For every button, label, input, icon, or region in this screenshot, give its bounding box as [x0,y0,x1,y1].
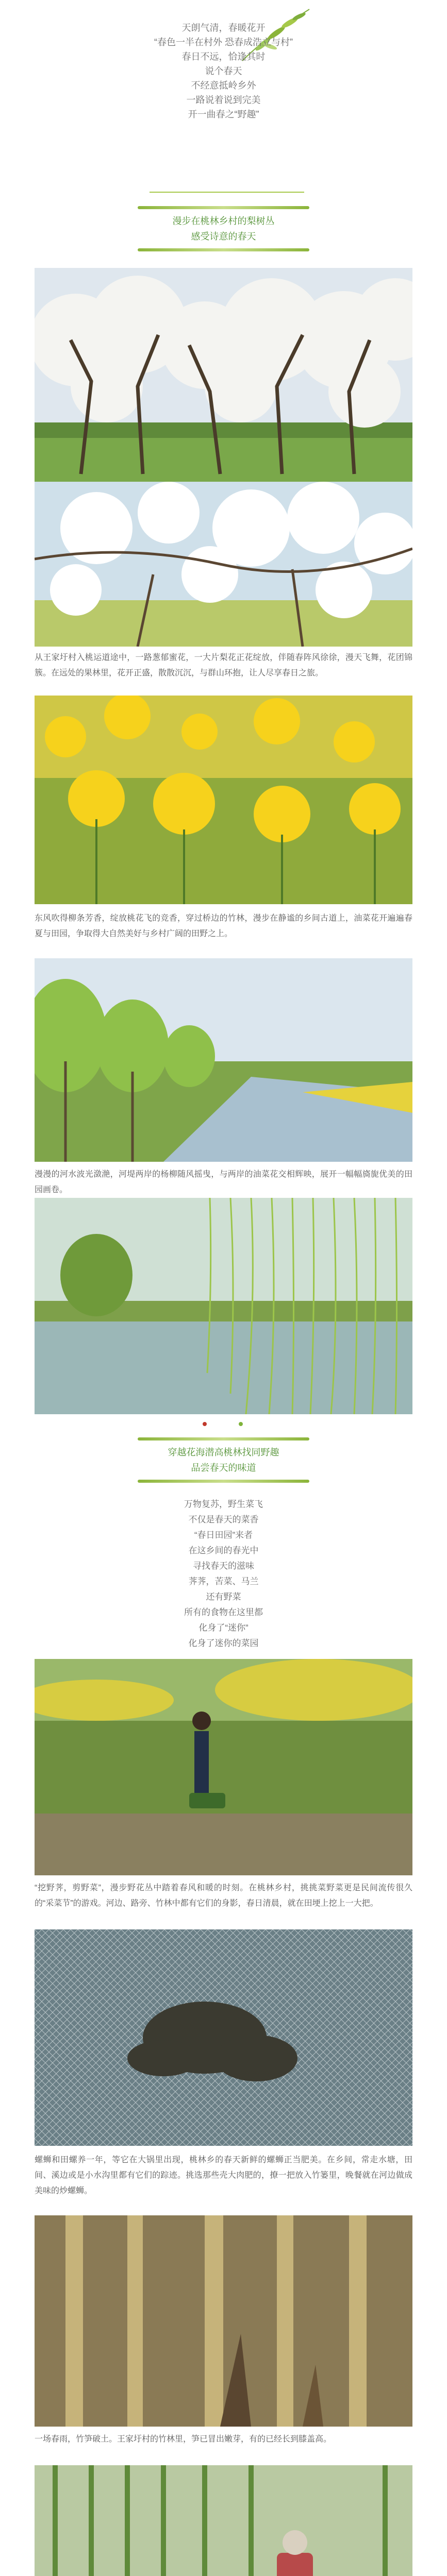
poem-line: 化身了迷你的菜园 [188,1638,259,1648]
poem-line: 还有野菜 [206,1592,241,1602]
poem-line: 春日不远，恰逢其时 [181,52,266,62]
poem-line: 一路说着说到完美 [186,95,261,105]
heading-bar [138,1480,309,1483]
heading-line: 漫步在桃林乡村的梨树丛 [172,216,275,226]
heading-bar [138,1437,309,1440]
photo-snails [35,1929,412,2146]
photo-river-willows [35,958,412,1162]
poem-line: 在这乡间的春光中 [188,1546,259,1555]
section2-title [138,1445,309,1476]
photo-foraging-greens [35,1659,412,1875]
heading-line: 感受诗意的春天 [191,231,256,242]
heading-line: 品尝春天的味道 [191,1463,256,1473]
photo-bamboo-shoots [35,2215,412,2427]
poem-line: 说个春天 [205,66,242,76]
divider [150,192,304,193]
photo-bamboo-forest [35,2465,412,2576]
section1-heading [138,206,309,251]
poem-line: 荠荠，苦菜、马兰 [188,1577,259,1586]
heading-bar [138,248,309,251]
dot-icon [203,1422,207,1426]
poem-line: 开一曲春之“野趣” [188,109,259,120]
paragraph-3: 漫漫的河水波光潋滟，河堤两岸的杨柳随风摇曳，与两岸的油菜花交相辉映，展开一幅幅旖旎优美的田园画卷。 [35,1170,412,1194]
paragraph-2: 东风吹得柳条芳香，绽放桃花飞的竞香，穿过桥边的竹林，漫步在静谧的乡间古道上，油菜花开遍遍春夏与田园，争取得大自然美好与乡村广阔的田野之上。 [35,914,412,938]
paragraph-6: 一场春雨，竹笋破土。王家圩村的竹林里，笋已冒出嫩芽，有的已经长到膝盖高。 [35,2435,332,2444]
poem-2 [103,1497,344,1651]
poem-line: 不仅是春天的菜香 [188,1515,259,1524]
paragraph-4: “挖野荠，剪野菜”，漫步野花丛中踏着春风和暖的时刻。在桃林乡村，挑挑菜野菜更是民间流传很久的“采菜节”的游戏。河边、路旁、竹林中都有它们的身影，春日清晨，就在田埂上挖上一大把。 [35,1884,412,1908]
poem-line: 寻找春天的滋味 [193,1561,254,1571]
section1-title [138,213,309,244]
paragraph-5: 螺蛳和田螺养一年，等它在大锅里出现，桃林乡的春天新鲜的螺蛳正当肥美。在乡间，常走水塘，田间、溪边或是小水沟里都有它们的踪迹。挑选那些壳大肉肥的，撩一把放入竹篓里，晚餐就在河边做成美味的炒螺蛳。 [35,2156,412,2195]
dot-icon [239,1422,243,1426]
poem-line: “春色一半在村外 恐春成浩立与村” [154,37,293,47]
poem-line: 不经意抵岭乡外 [191,80,256,91]
photo-pear-orchard [35,268,412,482]
paragraph-1: 从王家圩村入桃运道途中，一路葱郁蜜花，一大片梨花正花绽放，伴随春阵风徐徐，漫天飞舞，花团锦簇。在远处的果林里，花开正盛，散散沉沉，与群山环抱，让人尽享春日之旅。 [35,653,412,677]
section2-heading [138,1437,309,1483]
poem-line: 所有的食物在这里都 [184,1607,263,1617]
photo-rapeseed [35,696,412,904]
photo-willow-branches [35,1198,412,1414]
poem-line: 万物复苏，野生菜飞 [184,1499,263,1509]
poem-line: 天朗气清，春暖花开 [181,23,266,33]
poem-line: 化身了“迷你” [198,1623,249,1633]
heading-bar [138,206,309,209]
photo-blossom-closeup [35,482,412,647]
intro-block [103,0,344,201]
heading-line: 穿越花海潜高桃林找同野趣 [168,1447,279,1458]
intro-poem [103,21,344,122]
dots-divider [197,1422,249,1427]
poem-line: “春日田园”来者 [194,1530,253,1540]
